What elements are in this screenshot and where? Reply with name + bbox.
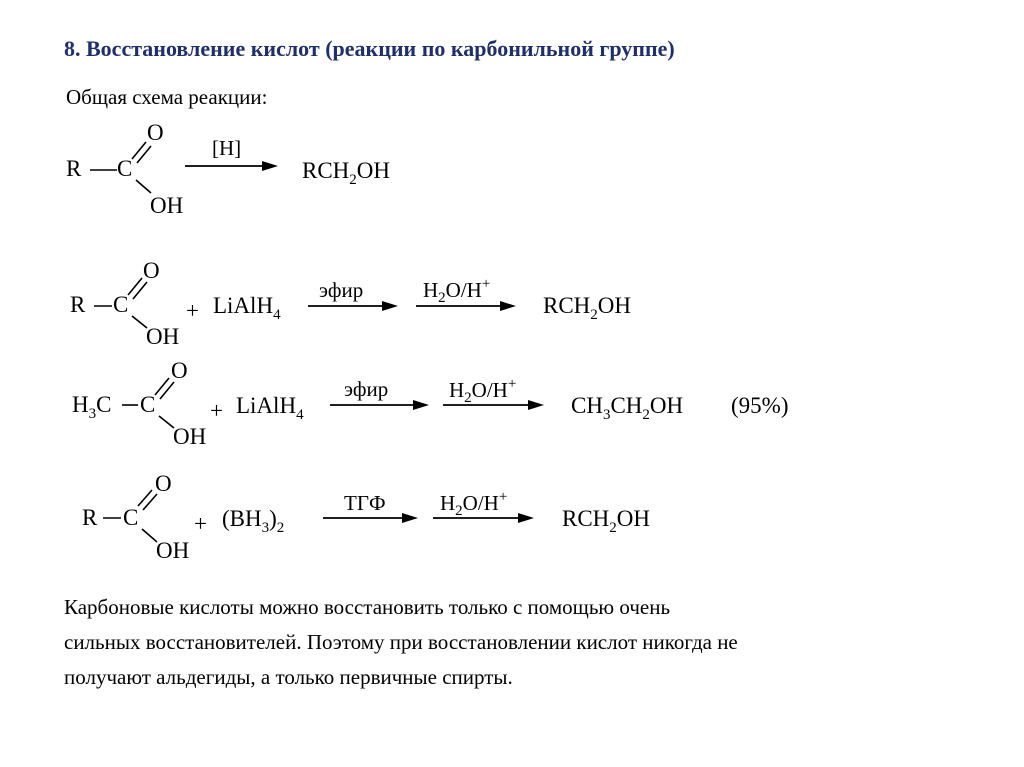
conclusion-line-1: Карбоновые кислоты можно восстановить только с помощью очень — [64, 595, 671, 619]
c-o-double-bond-2 — [137, 146, 151, 163]
reaction-borane — [82, 471, 650, 563]
step1-arrow-head — [402, 513, 418, 523]
r-group: R — [66, 156, 82, 181]
general-scheme — [66, 120, 390, 218]
product: $RCH_2OH$ — [543, 293, 632, 323]
c-o-double-bond — [138, 490, 152, 506]
hydroxyl-group: OH — [156, 538, 190, 563]
c-o-double-bond-2 — [160, 382, 174, 399]
step2-label: $H_2O/H^+$ — [423, 276, 491, 306]
hydroxyl-group: OH — [173, 424, 207, 449]
carbonyl-oxygen: O — [147, 120, 164, 145]
step1-arrow-head — [382, 301, 398, 311]
plus-sign: + — [210, 398, 223, 423]
carbonyl-carbon: C — [113, 292, 129, 317]
reaction-acetic-acid — [72, 358, 788, 449]
step1-label: эфир — [344, 377, 389, 401]
conclusion-line-2: сильных восстановителей. Поэтому при восстановлении кислот никогда не — [64, 630, 738, 654]
plus-sign: + — [186, 298, 199, 323]
reagent: LiAlH$_4$ — [236, 393, 304, 423]
reaction-arrow-head — [262, 161, 278, 171]
plus-sign: + — [194, 511, 207, 536]
c-o-double-bond-2 — [143, 494, 157, 510]
step2-label: $H_2O/H^+$ — [440, 489, 508, 519]
carbonyl-carbon: C — [117, 156, 133, 181]
hydroxyl-group: OH — [146, 324, 180, 349]
c-oh-bond — [132, 316, 147, 328]
step2-arrow-head — [500, 301, 516, 311]
reaction-lialh4 — [70, 258, 631, 349]
step2-arrow-head — [528, 400, 544, 410]
reagent: LiAlH$_4$ — [213, 293, 281, 323]
r-group: R — [70, 292, 86, 317]
carbonyl-oxygen: O — [171, 358, 188, 383]
yield-label: (95%) — [731, 393, 789, 418]
c-oh-bond — [142, 529, 157, 542]
carbonyl-carbon: C — [140, 392, 156, 417]
reagent: $(BH_3)_2$ — [222, 506, 285, 536]
c-o-double-bond — [132, 142, 146, 159]
r-group: R — [82, 505, 98, 530]
c-oh-bond — [159, 416, 174, 428]
c-oh-bond — [136, 180, 151, 193]
c-o-double-bond-2 — [133, 282, 147, 299]
step1-label: ТГФ — [344, 491, 386, 515]
c-o-double-bond — [128, 278, 142, 295]
carbonyl-oxygen: O — [155, 471, 172, 496]
reagent-label: [H] — [212, 136, 242, 160]
product: $RCH_2OH$ — [562, 506, 651, 536]
carbonyl-carbon: C — [123, 505, 139, 530]
carbonyl-oxygen: O — [143, 258, 160, 283]
conclusion — [64, 595, 738, 689]
hydroxyl-group: OH — [150, 193, 184, 218]
product: $RCH_2OH$ — [302, 158, 391, 188]
scheme-subtitle: Общая схема реакции: — [66, 85, 268, 109]
step2-label: $H_2O/H^+$ — [449, 376, 517, 406]
slide-title: 8. Восстановление кислот (реакции по карбонильной группе) — [64, 36, 675, 61]
step1-label: эфир — [319, 278, 364, 302]
methyl-group: $H_3C$ — [72, 392, 112, 422]
conclusion-line-3: получают альдегиды, а только первичные спирты. — [64, 665, 513, 689]
step1-arrow-head — [413, 400, 429, 410]
c-o-double-bond — [155, 378, 169, 395]
product: $CH_3CH_2OH$ — [571, 393, 684, 423]
step2-arrow-head — [518, 513, 534, 523]
